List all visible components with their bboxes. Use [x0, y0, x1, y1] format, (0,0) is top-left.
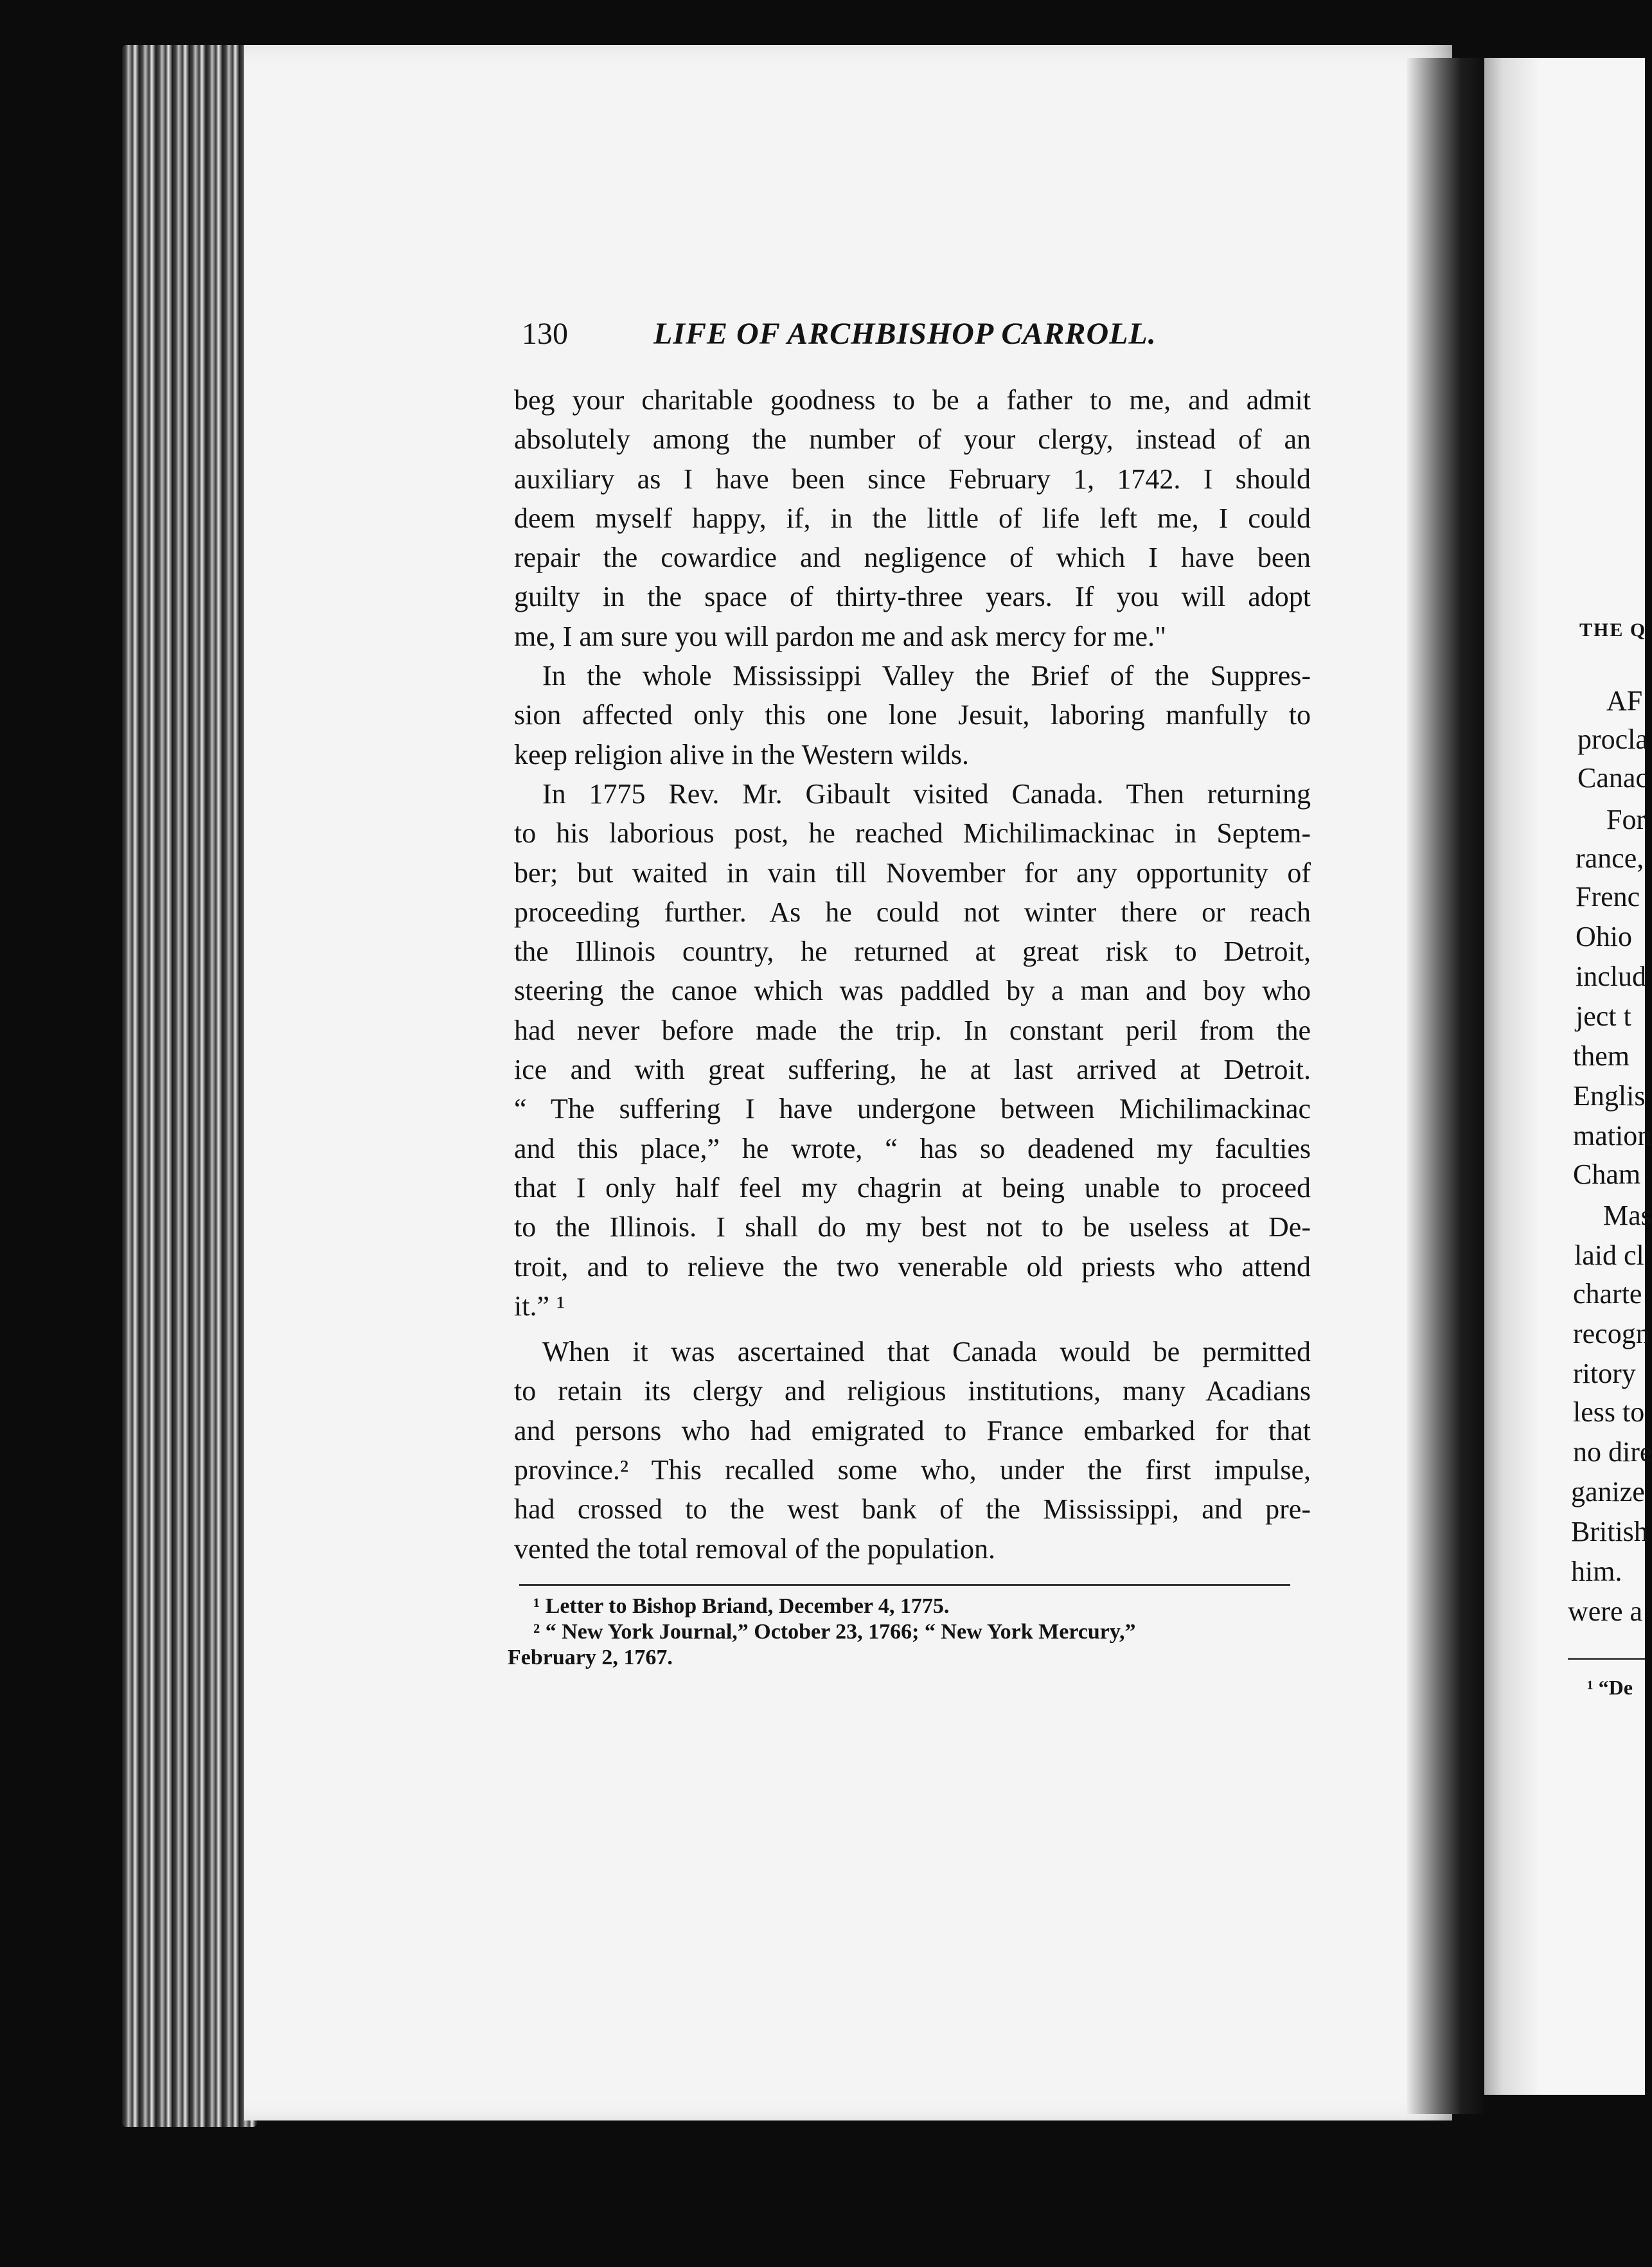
text-line: ganize: [1571, 1476, 1645, 1507]
text-line: ject t: [1576, 1000, 1631, 1032]
text-line: guilty in the space of thirty-three years. If you will adopt: [514, 581, 1311, 613]
text-line: that I only half feel my chagrin at being unable to proceed: [514, 1171, 1311, 1204]
text-line: steering the canoe which was paddled by a man and boy who: [514, 975, 1311, 1007]
text-line: less to: [1573, 1396, 1645, 1428]
text-line: no dire: [1573, 1436, 1652, 1468]
text-line: beg your charitable goodness to be a father to me, and admit: [514, 384, 1311, 416]
running-title: LIFE OF ARCHBISHOP CARROLL.: [653, 317, 1157, 351]
text-line: deem myself happy, if, in the little of life left me, I could: [514, 502, 1311, 534]
text-line: In the whole Mississippi Valley the Brief of the Suppres-: [542, 660, 1311, 692]
footnote-rule: [519, 1584, 1290, 1586]
text-line: had never before made the trip. In constant peril from the: [514, 1014, 1311, 1046]
text-line: keep religion alive in the Western wilds.: [514, 738, 970, 770]
text-line: sion affected only this one lone Jesuit, laboring manfully to: [514, 699, 1311, 731]
text-line: procla: [1577, 724, 1648, 755]
text-line: charte: [1573, 1278, 1642, 1310]
footnote: February 2, 1767.: [508, 1646, 673, 1669]
text-line: Englis: [1573, 1080, 1646, 1112]
book-page-edges: [122, 45, 257, 2127]
text-line: mation: [1573, 1120, 1652, 1151]
text-line: Frenc: [1576, 881, 1640, 912]
text-line: Cham: [1573, 1159, 1641, 1190]
text-line: the Illinois country, he returned at great risk to Detroit,: [514, 936, 1311, 968]
right-page-footnote: ¹ “De: [1587, 1676, 1633, 1699]
text-line: ritory: [1573, 1358, 1636, 1389]
text-line: recogn: [1573, 1318, 1650, 1349]
page-number: 130: [522, 317, 568, 351]
text-line: it.” ¹: [514, 1290, 565, 1322]
text-line: them: [1573, 1040, 1630, 1072]
text-line: and persons who had emigrated to France embarked for that: [514, 1414, 1311, 1446]
right-page-footnote-rule: [1568, 1658, 1645, 1660]
text-line: to retain its clergy and religious institutions, many Acadians: [514, 1375, 1311, 1407]
text-line: rance,: [1576, 842, 1644, 874]
text-line: “ The suffering I have undergone between Michilimackinac: [514, 1093, 1311, 1125]
text-line: ice and with great suffering, he at last arrived at Detroit.: [514, 1054, 1311, 1086]
text-line: absolutely among the number of your clergy, instead of an: [514, 423, 1311, 456]
text-line: Mas: [1603, 1200, 1652, 1231]
text-line: him.: [1571, 1556, 1622, 1587]
text-line: had crossed to the west bank of the Mississippi, and pre-: [514, 1493, 1311, 1525]
text-line: to his laborious post, he reached Michilimackinac in Septem-: [514, 817, 1311, 849]
page-header: [522, 316, 1306, 355]
text-line: ber; but waited in vain till November for any opportunity of: [514, 857, 1311, 889]
text-line: includ: [1576, 961, 1646, 992]
text-line: to the Illinois. I shall do my best not to be useless at De-: [514, 1211, 1311, 1243]
text-line: auxiliary as I have been since February 1, 1742. I should: [514, 463, 1311, 495]
right-page-heading: THE Q: [1579, 619, 1647, 641]
text-line: laid cl: [1574, 1240, 1644, 1271]
right-page: [1471, 58, 1645, 2095]
text-line: province.² This recalled some who, under the first impulse,: [514, 1454, 1311, 1486]
text-line: Ohio: [1576, 921, 1632, 952]
text-line: Canac: [1577, 762, 1648, 794]
footnotes: [508, 1594, 1292, 1671]
text-line: repair the cowardice and negligence of which I have been: [514, 542, 1311, 574]
text-line: In 1775 Rev. Mr. Gibault visited Canada. Then returning: [542, 778, 1311, 810]
text-line: me, I am sure you will pardon me and ask mercy for me.": [514, 620, 1166, 652]
footnote: ² “ New York Journal,” October 23, 1766; “ New York Mercury,”: [533, 1620, 1136, 1644]
text-line: British: [1571, 1516, 1648, 1547]
body-text: [514, 380, 1311, 1569]
text-line: troit, and to relieve the two venerable old priests who attend: [514, 1250, 1311, 1283]
text-line: For: [1606, 804, 1646, 835]
text-line: AF: [1606, 685, 1643, 716]
book-gutter: [1407, 58, 1484, 2114]
footnote: ¹ Letter to Bishop Briand, December 4, 1775.: [533, 1594, 950, 1618]
text-line: were a: [1568, 1596, 1643, 1627]
text-line: vented the total removal of the population.: [514, 1533, 996, 1565]
text-line: proceeding further. As he could not winter there or reach: [514, 896, 1311, 928]
text-line: and this place,” he wrote, “ has so deadened my faculties: [514, 1132, 1311, 1164]
text-line: When it was ascertained that Canada would be permitted: [542, 1336, 1311, 1368]
